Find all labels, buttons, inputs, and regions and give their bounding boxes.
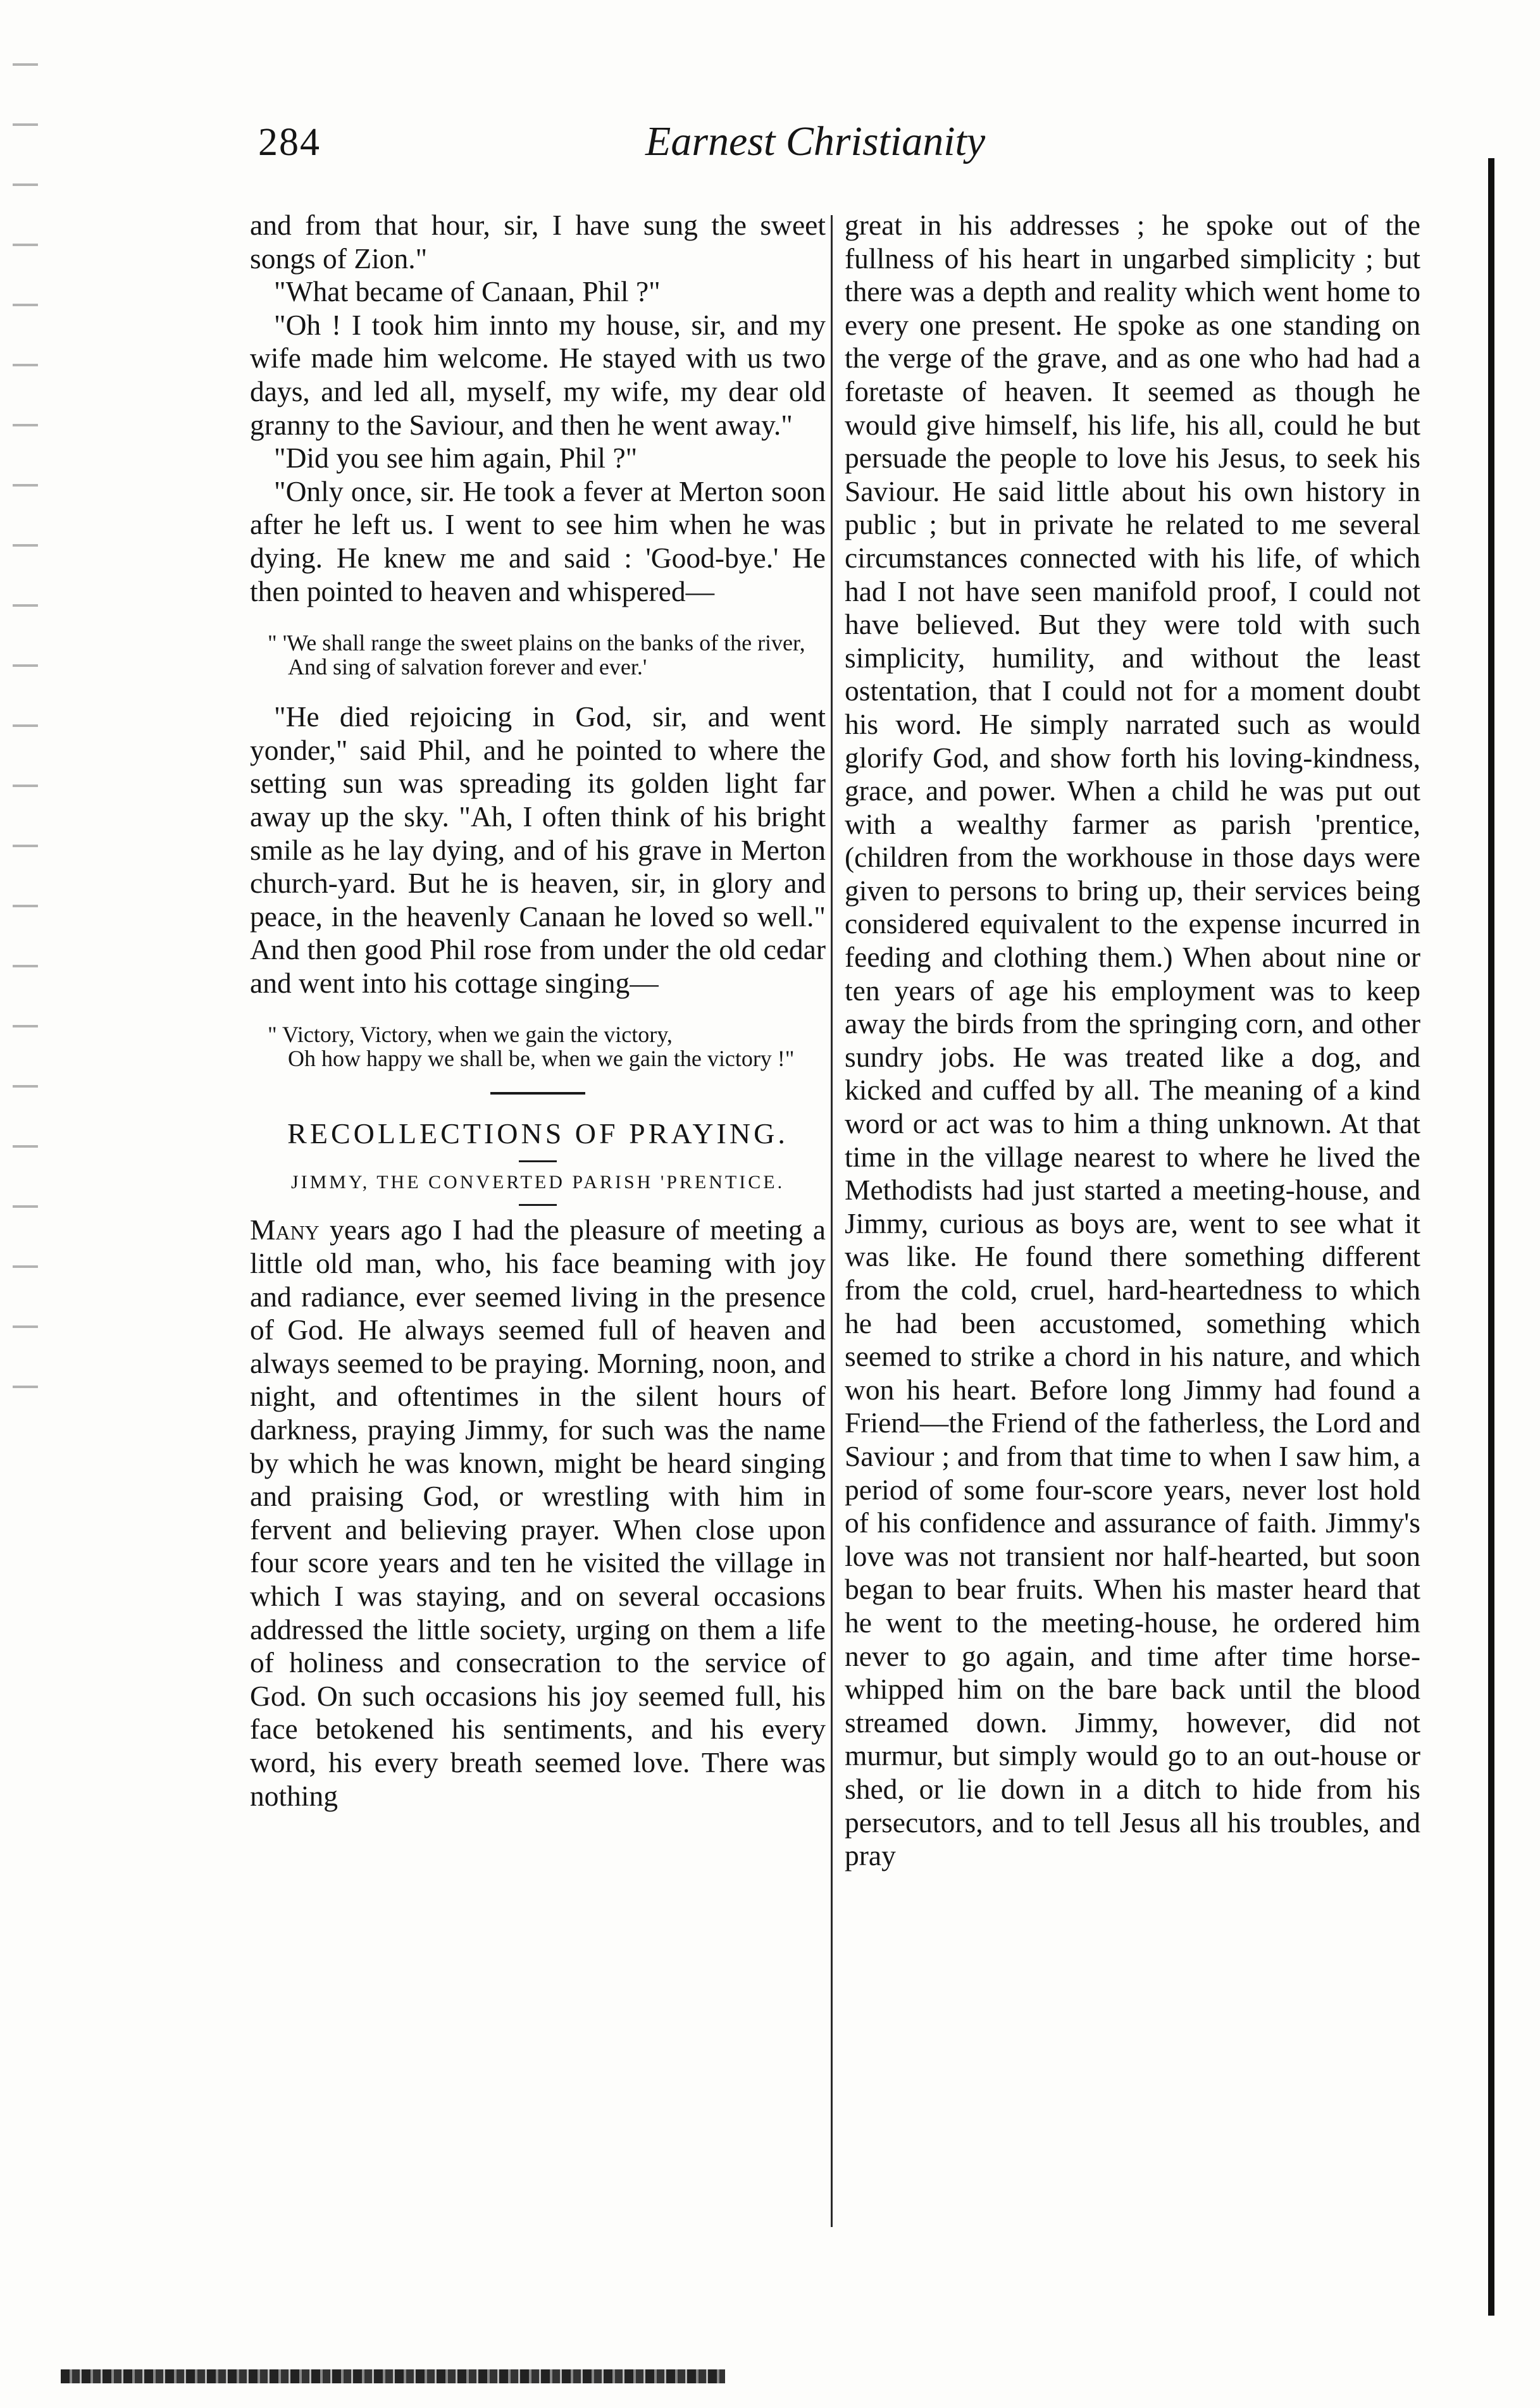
subtitle-divider [519, 1204, 557, 1206]
verse-line: Oh how happy we shall be, when we gain the victory !" [288, 1046, 795, 1072]
paragraph-text: years ago I had the pleasure of meeting a little old man, who, his face beaming with joy and radiance, ever seemed living in the presence of God. He always seemed full of heaven and always seemed to be praying. Morning, noon, and night, and oftentimes in the silent hours of darkness, praying Jimmy, for such was the name by which he was known, might be heard singing and praising God, or wrestling with him in fervent and believing prayer. When close upon four score years and ten he visited the village in which I was staying, and on several occasions addressed the little society, urging on them a life of holiness and consecration to the service of God. On such occasions his joy seemed full, his face betokened his sentiments, and his every word, his every breath seemed love. There was nothing [250, 1213, 826, 1812]
scan-bottom-band [61, 2369, 725, 2383]
paragraph: "Only once, sir. He took a fever at Merton soon after he left us. I went to see him when he was dying. He knew me and said : 'Good-bye.' He then pointed to heaven and whispered— [250, 475, 826, 607]
verse-quote [250, 1022, 826, 1071]
left-column [250, 209, 826, 1813]
paragraph: "What became of Canaan, Phil ?" [274, 275, 661, 308]
section-subtitle: JIMMY, THE CONVERTED PARISH 'PRENTICE. [290, 1172, 785, 1193]
page-edge-shadow [1488, 158, 1494, 2316]
paragraph [250, 1213, 826, 1813]
verse-line: And sing of salvation forever and ever.' [288, 654, 647, 680]
title-divider [519, 1160, 557, 1162]
right-column [845, 209, 1420, 1873]
scan-margin-specks [13, 38, 38, 1430]
paragraph: great in his addresses ; he spoke out of the fullness of his heart in ungarbed simplicity ; but there was a depth and reality which went home to every one present. He spoke as one standing on the verge of the grave, and as one who had had a foretaste of heaven. It seemed as though he would give himself, his life, his all, could he but persuade the people to love his Jesus, to seek his Saviour. He said little about his own history in public ; but in private he related to me several circumstances connected with his life, of which had I not have seen manifold proof, I could not have believed. But they were told with such simplicity, humility, and without the least ostentation, that I could not for a moment doubt his word. He simply narrated such as would glorify God, and show forth his loving-kindness, grace, and power. When a child he was put out with a wealthy farmer as parish 'prentice, (children from the workhouse in those days were given to persons to bring up, their services being considered equivalent to the expense incurred in feeding and clothing them.) When about nine or ten years of age his employment was to keep away the birds from the springing corn, and other sundry jobs. He was treated like a dog, and kicked and cuffed by all. The meaning of a kind word or act was to him a thing unknown. At that time in the village nearest to where he lived the Methodists had just started a meeting-house, and Jimmy, curious as boys are, went to see what it was like. He found there something different from the cold, cruel, hard-heartedness to which he had been accustomed, something which seemed to strike a chord in his nature, and which won his heart. Before long Jimmy had found a Friend—the Friend of the fatherless, the Lord and Saviour ; and from that time to when I saw him, a period of some four-score years, never lost hold of his confidence and assurance of faith. Jimmy's love was not transient nor half-hearted, but soon began to bear fruits. When his master heard that he went to the meeting-house, he ordered him never to go again, and time after time horse-whipped him on the bare back until the blood streamed down. Jimmy, however, did not murmur, but simply would go to an out-house or shed, or lie down in a ditch to hide from his persecutors, and to tell Jesus all his troubles, and pray [845, 209, 1420, 1872]
verse-line: " 'We shall range the sweet plains on the banks of the river, [268, 630, 805, 656]
section-title: RECOLLECTIONS OF PRAYING. [287, 1117, 788, 1150]
drop-lead-word: Many [250, 1213, 320, 1246]
verse-quote [250, 631, 826, 679]
page-number: 284 [258, 121, 321, 164]
paragraph: "He died rejoicing in God, sir, and went yonder," said Phil, and he pointed to where the setting sun was spreading its golden light far away up the sky. "Ah, I often think of his bright smile as he lay dying, and of his grave in Merton church-yard. But he is heaven, sir, in glory and peace, in the heavenly Canaan he loved so well." And then good Phil rose from under the old cedar and went into his cottage singing— [250, 700, 826, 999]
column-rule [831, 215, 833, 2227]
paragraph: "Oh ! I took him innto my house, sir, and my wife made him welcome. He stayed with us two days, and led all, myself, my wife, my dear old granny to the Saviour, and then he went away." [250, 308, 826, 441]
running-title: Earnest Christianity [645, 118, 986, 164]
paragraph: "Did you see him again, Phil ?" [274, 442, 638, 475]
verse-line: " Victory, Victory, when we gain the victory, [268, 1022, 673, 1048]
paragraph: and from that hour, sir, I have sung the sweet songs of Zion." [250, 209, 826, 275]
section-divider [490, 1092, 585, 1095]
